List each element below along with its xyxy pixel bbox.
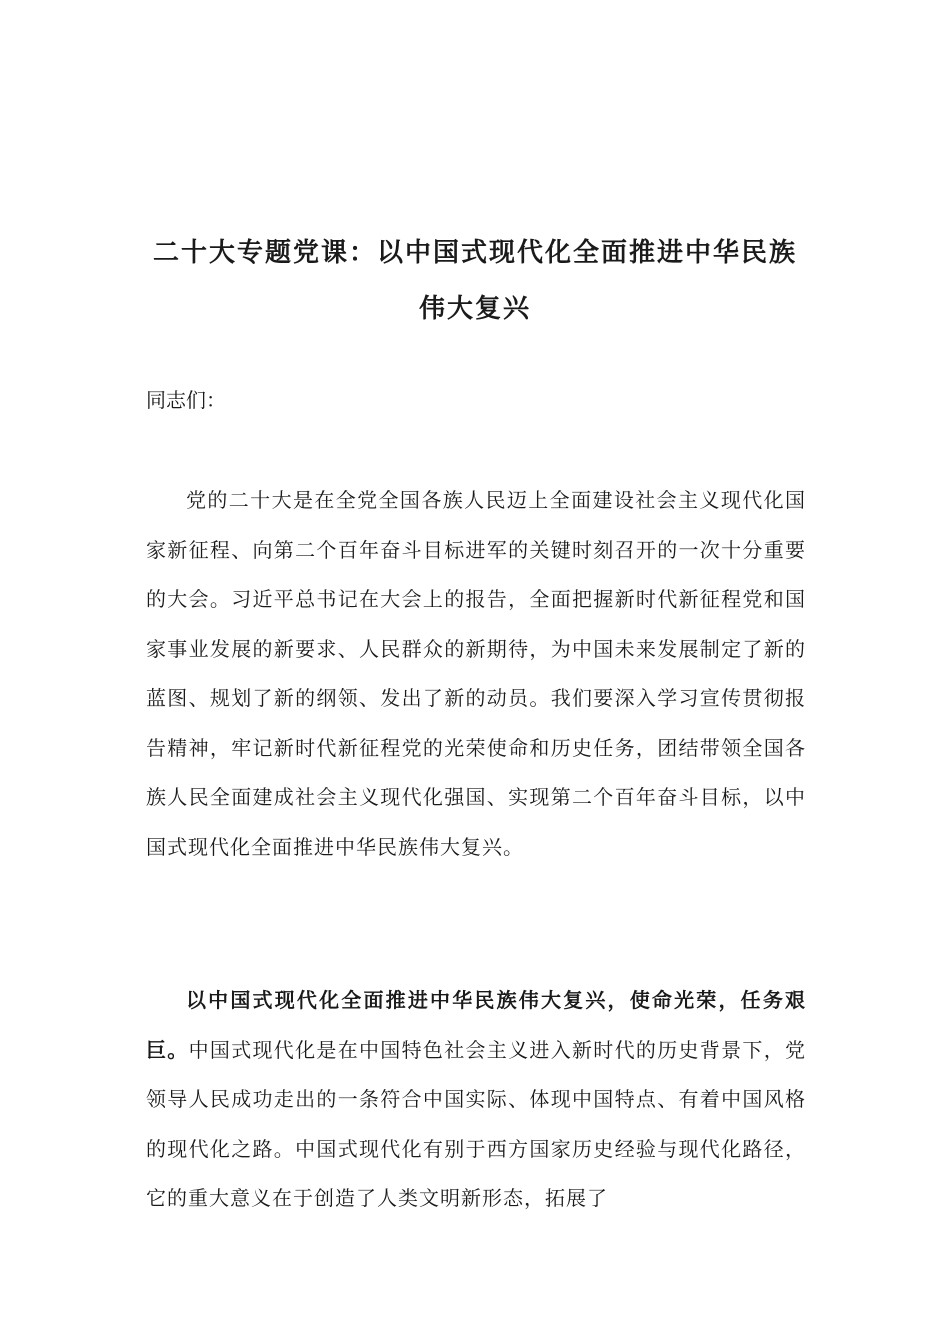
paragraph-2-lead: 以中国式现代化全面推进中华民族伟大复兴，使命光荣，任务艰巨。 — [146, 988, 806, 1062]
paragraph-2-text: 中国式现代化是在中国特色社会主义进入新时代的历史背景下，党领导人民成功走出的一条符合中国实际、体现中国特点、有着中国风格的现代化之路。中国式现代化有别于西方国家历史经验与现代化路径，它的重大意义在于创造了人类文明新形态，拓展了 — [146, 1037, 807, 1210]
document-title: 二十大专题党课：以中国式现代化全面推进中华民族伟大复兴 — [152, 238, 797, 324]
paragraph-1-text: 党的二十大是在全党全国各族人民迈上全面建设社会主义现代化国家新征程、向第二个百年奋斗目标进军的关键时刻召开的一次十分重要的大会。习近平总书记在大会上的报告，全面把握新时代新征程党和国家事业发展的新要求、人民群众的新期待，为中国未来发展制定了新的蓝图、规划了新的纲领、发出了新的动员。我们要深入学习宣传贯彻报告精神，牢记新时代新征程党的光荣使命和历史任务，团结带领全国各族人民全面建成社会主义现代化强国、实现第二个百年奋斗目标，以中国式现代化全面推进中华民族伟大复兴。 — [146, 488, 806, 859]
paragraph-1 — [146, 476, 806, 872]
greeting: 同志们： — [146, 388, 226, 412]
paragraph-2 — [146, 976, 806, 1224]
